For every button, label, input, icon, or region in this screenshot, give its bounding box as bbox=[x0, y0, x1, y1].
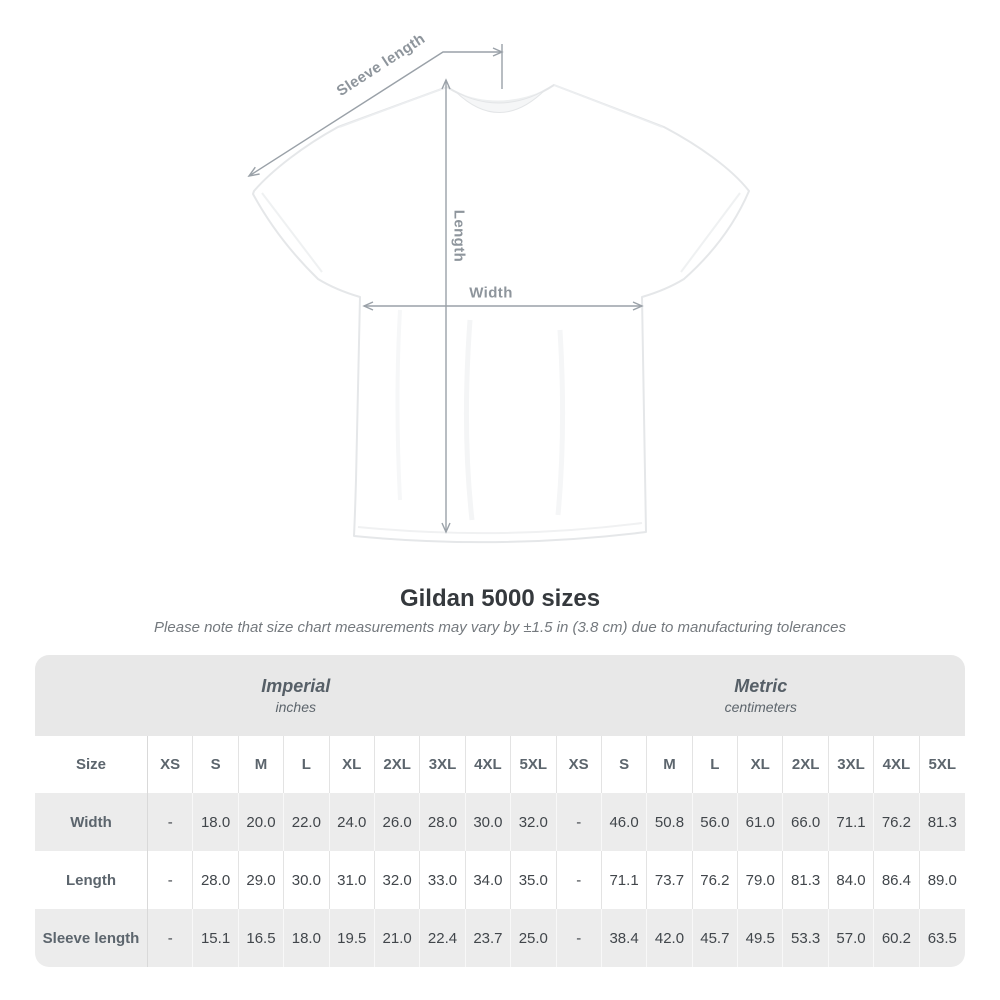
table-cell: 28.0 bbox=[193, 851, 238, 909]
unit-header-band bbox=[35, 655, 965, 736]
table-cell: 34.0 bbox=[466, 851, 511, 909]
imperial-group-header bbox=[35, 655, 557, 736]
size-col-header: 4XL bbox=[466, 736, 511, 793]
table-cell: - bbox=[557, 851, 602, 909]
table-cell: 71.1 bbox=[829, 793, 874, 851]
table-cell: 45.7 bbox=[693, 909, 738, 967]
row-label: Sleeve length bbox=[35, 909, 148, 967]
size-col-header: XS bbox=[148, 736, 193, 793]
table-cell: 81.3 bbox=[783, 851, 828, 909]
size-col-header: 2XL bbox=[375, 736, 420, 793]
table-cell: - bbox=[557, 909, 602, 967]
size-header-row bbox=[35, 736, 965, 793]
table-cell: 22.4 bbox=[420, 909, 465, 967]
table-cell: 89.0 bbox=[927, 871, 957, 889]
sleeve-length-annotation: Sleeve length bbox=[333, 30, 429, 100]
table-cell: 16.5 bbox=[239, 909, 284, 967]
table-cell: 35.0 bbox=[511, 851, 556, 909]
table-cell: 60.2 bbox=[874, 909, 919, 967]
table-cell: 26.0 bbox=[375, 793, 420, 851]
table-cell: - bbox=[148, 793, 193, 851]
table-cell: 33.0 bbox=[420, 851, 465, 909]
table-cell: 76.2 bbox=[874, 793, 919, 851]
metric-label: Metric bbox=[734, 676, 788, 696]
table-cell: 24.0 bbox=[330, 793, 375, 851]
size-col-header: 5XL bbox=[928, 756, 957, 773]
width-annotation: Width bbox=[469, 284, 513, 302]
table-cell: 25.0 bbox=[511, 909, 556, 967]
metric-unit-label: centimeters bbox=[724, 699, 797, 715]
row-label: Width bbox=[35, 793, 148, 851]
size-col-header: L bbox=[693, 736, 738, 793]
table-cell: 71.1 bbox=[602, 851, 647, 909]
table-cell: - bbox=[557, 793, 602, 851]
table-cell: 76.2 bbox=[693, 851, 738, 909]
table-row-sleeve-length bbox=[35, 909, 965, 967]
size-col-header: M bbox=[647, 736, 692, 793]
table-cell: 15.1 bbox=[193, 909, 238, 967]
table-cell: 63.5 bbox=[927, 929, 957, 947]
size-col-header: XL bbox=[738, 736, 783, 793]
table-cell: 18.0 bbox=[193, 793, 238, 851]
table-cell: 32.0 bbox=[375, 851, 420, 909]
table-cell: 30.0 bbox=[466, 793, 511, 851]
table-cell: 21.0 bbox=[375, 909, 420, 967]
table-cell: 28.0 bbox=[420, 793, 465, 851]
size-col-header: 4XL bbox=[874, 736, 919, 793]
size-col-header: M bbox=[239, 736, 284, 793]
tolerance-note: Please note that size chart measurements may vary by ±1.5 in (3.8 cm) due to manufacturing tolerances bbox=[154, 619, 846, 636]
size-column-header: Size bbox=[35, 736, 148, 793]
table-cell: 81.3 bbox=[927, 813, 957, 831]
table-cell: 22.0 bbox=[284, 793, 329, 851]
table-cell: - bbox=[148, 909, 193, 967]
table-cell: 29.0 bbox=[239, 851, 284, 909]
table-cell: 53.3 bbox=[783, 909, 828, 967]
table-cell: 50.8 bbox=[647, 793, 692, 851]
table-cell: 86.4 bbox=[874, 851, 919, 909]
table-cell: 19.5 bbox=[330, 909, 375, 967]
table-row-width bbox=[35, 793, 965, 851]
table-cell: 18.0 bbox=[284, 909, 329, 967]
table-cell: 61.0 bbox=[738, 793, 783, 851]
table-cell: 56.0 bbox=[693, 793, 738, 851]
size-col-header: XL bbox=[330, 736, 375, 793]
table-cell: 46.0 bbox=[602, 793, 647, 851]
size-col-header: S bbox=[193, 736, 238, 793]
tshirt-silhouette bbox=[253, 85, 749, 542]
table-cell: 23.7 bbox=[466, 909, 511, 967]
table-cell: 31.0 bbox=[330, 851, 375, 909]
table-cell: 84.0 bbox=[829, 851, 874, 909]
imperial-unit-label: inches bbox=[275, 699, 316, 715]
table-cell: 73.7 bbox=[647, 851, 692, 909]
imperial-label: Imperial bbox=[261, 676, 331, 696]
row-label: Length bbox=[35, 851, 148, 909]
table-cell: 32.0 bbox=[511, 793, 556, 851]
size-col-header: 5XL bbox=[511, 736, 556, 793]
length-annotation: Length bbox=[450, 209, 468, 263]
page-title: Gildan 5000 sizes bbox=[399, 585, 601, 612]
size-col-header: 3XL bbox=[420, 736, 465, 793]
table-cell: 57.0 bbox=[829, 909, 874, 967]
size-chart-table bbox=[35, 655, 965, 967]
table-cell: 79.0 bbox=[738, 851, 783, 909]
size-col-header: S bbox=[602, 736, 647, 793]
size-col-header: 3XL bbox=[829, 736, 874, 793]
table-cell: - bbox=[148, 851, 193, 909]
size-col-header: L bbox=[284, 736, 329, 793]
size-col-header: XS bbox=[557, 736, 602, 793]
table-cell: 42.0 bbox=[647, 909, 692, 967]
table-row-length bbox=[35, 851, 965, 909]
table-cell: 38.4 bbox=[602, 909, 647, 967]
size-col-header: 2XL bbox=[783, 736, 828, 793]
metric-group-header bbox=[557, 655, 966, 736]
table-cell: 49.5 bbox=[738, 909, 783, 967]
table-cell: 66.0 bbox=[783, 793, 828, 851]
table-cell: 20.0 bbox=[239, 793, 284, 851]
table-cell: 30.0 bbox=[284, 851, 329, 909]
